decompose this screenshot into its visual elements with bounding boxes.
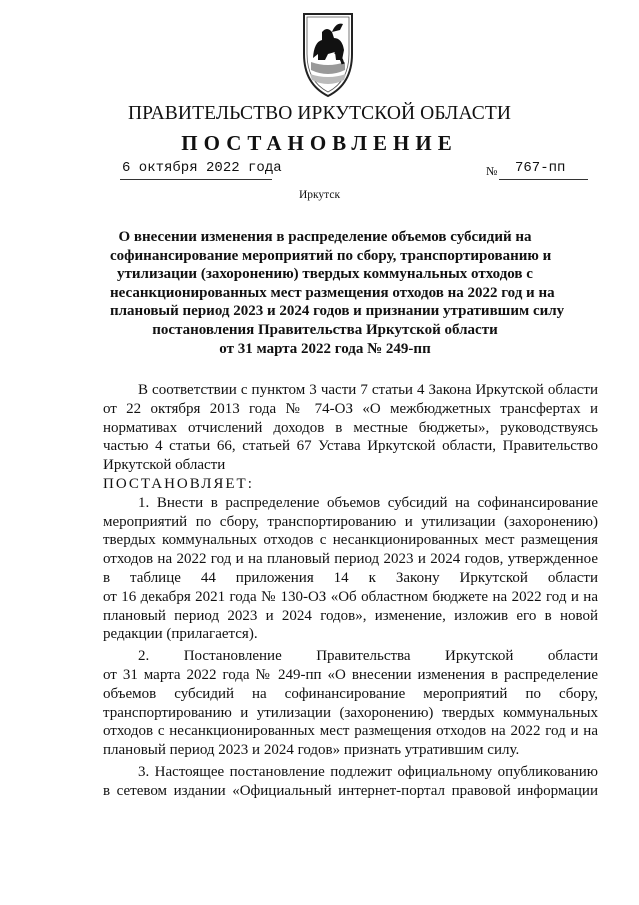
- text-line: отходов на 2022 год и на плановый период 2023 и 2024 годов, утвержденное: [103, 551, 598, 568]
- item-3-paragraph: [103, 763, 598, 801]
- text-line: 1. Внести в распределение объемов субсидий на софинансирование: [138, 494, 598, 511]
- text-line: частью 4 статьи 66, статьей 67 Устава Иркутской области, Правительство: [103, 438, 598, 455]
- item-2-paragraph: [103, 647, 598, 760]
- city-name: Иркутск: [298, 189, 341, 201]
- text-line: 2. Постановление Правительства Иркутской области: [138, 648, 598, 665]
- document-title: [110, 228, 565, 358]
- date-underline: [120, 179, 272, 180]
- government-name: ПРАВИТЕЛЬСТВО ИРКУТСКОЙ ОБЛАСТИ: [127, 103, 512, 124]
- text-line: мероприятий по сбору, транспортированию и утилизации (захоронению): [103, 513, 598, 530]
- text-line: отходов с несанкционированных мест размещения отходов на 2022 год и на: [103, 723, 598, 740]
- text-line: плановый период 2023 и 2024 годов», изменение, изложив его в новой: [103, 607, 598, 624]
- title-line: несанкционированных мест размещения отходов на 2022 год и на: [110, 284, 555, 301]
- document-number: 767-пп: [515, 160, 566, 176]
- title-line: софинансирование мероприятий по сбору, транспортированию и: [110, 247, 552, 264]
- number-underline: [499, 179, 588, 180]
- number-sign: №: [486, 164, 498, 178]
- title-line: утилизации (захоронению) твердых коммунальных отходов с: [117, 266, 533, 283]
- text-line: плановый период 2023 и 2024 годов» признать утратившим силу.: [103, 742, 520, 759]
- text-line: 3. Настоящее постановление подлежит официальному опубликованию: [138, 763, 598, 780]
- document-body: [103, 381, 598, 801]
- text-line: от 31 марта 2022 года № 249-пп «О внесении изменения в распределение: [103, 666, 598, 683]
- title-line: от 31 марта 2022 года № 249-пп: [219, 340, 431, 357]
- text-line: объемов субсидий на софинансирование мероприятий по сбору,: [103, 685, 598, 702]
- text-line: редакции (прилагается).: [103, 626, 258, 643]
- resolves-heading: ПОСТАНОВЛЯЕТ:: [103, 475, 254, 492]
- text-line: транспортированию и утилизации (захоронению) твердых коммунальных: [103, 704, 598, 721]
- text-line: нормативах отчислений доходов в местные бюджеты», руководствуясь: [103, 419, 598, 436]
- text-line: твердых коммунальных отходов с несанкционированных мест размещения: [103, 532, 598, 549]
- document-date: 6 октября 2022 года: [122, 160, 282, 176]
- text-line: в таблице 44 приложения 14 к Закону Иркутской области: [103, 569, 598, 586]
- title-line: постановления Правительства Иркутской области: [152, 321, 498, 338]
- title-line: плановый период 2023 и 2024 годов и признании утратившим силу: [110, 303, 565, 320]
- preamble-paragraph: [103, 381, 598, 475]
- text-line: Иркутской области: [103, 457, 226, 474]
- item-1-paragraph: [103, 494, 598, 644]
- text-line: от 16 декабря 2021 года № 130-ОЗ «Об областном бюджете на 2022 год и на: [103, 588, 598, 605]
- irkutsk-coat-of-arms-icon: [298, 8, 358, 100]
- text-line: от 22 октября 2013 года № 74-ОЗ «О межбюджетных трансфертах и: [103, 400, 598, 417]
- document-type: ПОСТАНОВЛЕНИЕ: [181, 131, 458, 155]
- text-line: В соответствии с пунктом 3 части 7 статьи 4 Закона Иркутской области: [138, 382, 598, 398]
- text-line: в сетевом издании «Официальный интернет-портал правовой информации: [103, 782, 598, 799]
- title-line: О внесении изменения в распределение объемов субсидий на: [118, 229, 532, 245]
